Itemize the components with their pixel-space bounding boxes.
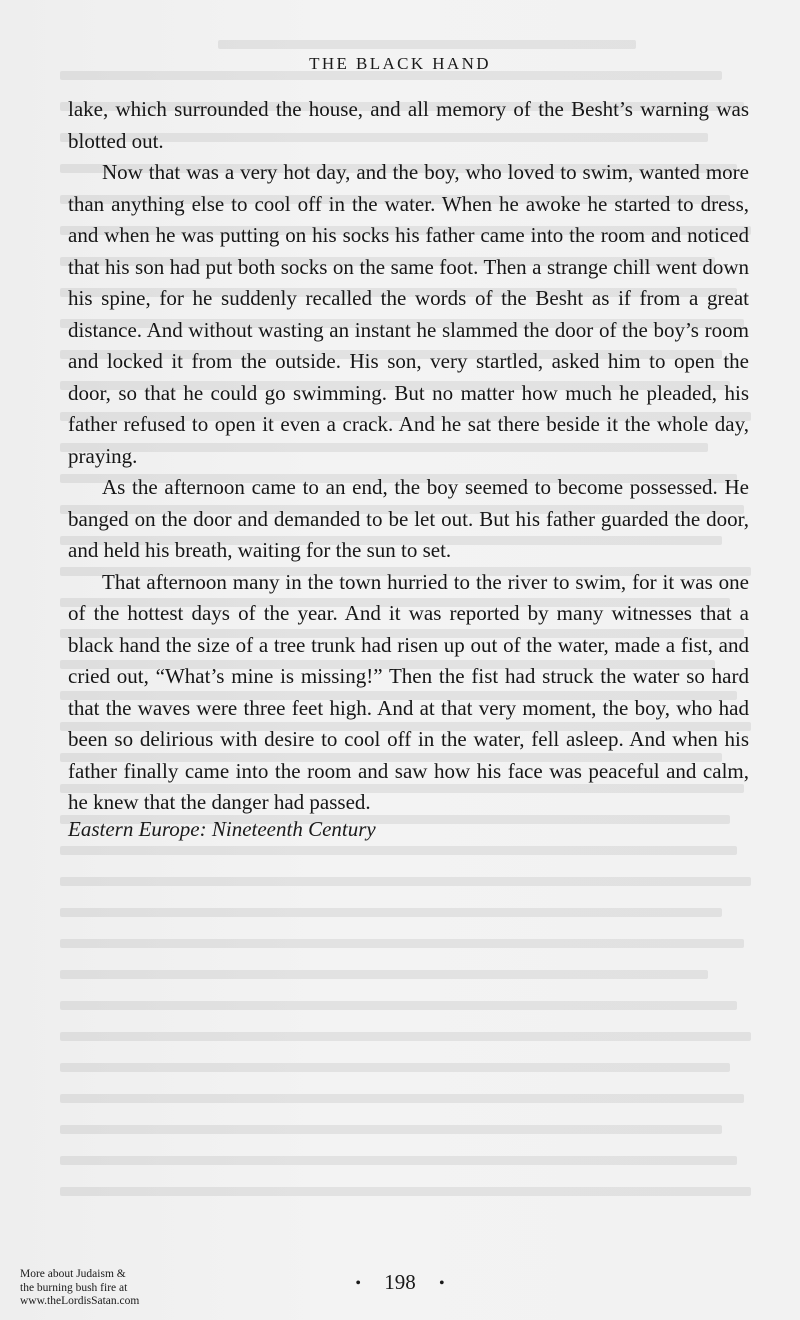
watermark-caption: [20, 1268, 139, 1309]
paragraph: As the afternoon came to an end, the boy seemed to become possessed. He banged on the door and demanded to be let out. But his father guarded the door, and held his breath, waiting for the sun to set.: [68, 475, 749, 562]
paragraph-continuation: lake, which surrounded the house, and all memory of the Besht’s warning was blotted out.: [68, 97, 749, 153]
watermark-url: www.theLordisSatan.com: [20, 1295, 140, 1307]
watermark-line: More about Judaism &: [20, 1268, 126, 1280]
page-number: 198: [384, 1270, 416, 1294]
running-head: THE BLACK HAND: [309, 54, 491, 73]
folio-ornament-left: •: [355, 1275, 361, 1293]
paragraph: That afternoon many in the town hurried to the river to swim, for it was one of the hottest days of the year. And it was reported by many witnesses that a black hand the size of a tree trunk had risen up out of the water, made a fist, and cried out, “What’s mine is missing!” Then the fist had struck the water so hard that the waves were three feet high. And at that very moment, the boy, who had been so delirious with desire to cool off in the water, fell asleep. And when his father finally came into the room and saw how his face was peaceful and calm, he knew that the danger had passed.: [68, 569, 749, 814]
watermark-line: the burning bush fire at: [20, 1281, 128, 1294]
paragraph: Now that was a very hot day, and the boy, who loved to swim, wanted more than anything else to cool off in the water. When he awoke he started to dress, and when he was putting on his socks his father came into the room and noticed that his son had put both socks on the same foot. Then a strange chill went down his spine, for he suddenly recalled the words of the Besht as if from a great distance. And without wasting an instant he slammed the door of the boy’s room and locked it from the outside. His son, very startled, asked him to open the door, so that he could go swimming. But no matter how much he pleaded, his father refused to open it even a crack. And he sat there beside it the whole day, praying.: [68, 160, 749, 468]
folio-ornament-right: •: [439, 1275, 445, 1293]
story-origin-dateline: Eastern Europe: Nineteenth Century: [68, 817, 376, 841]
body-text: [68, 94, 749, 819]
